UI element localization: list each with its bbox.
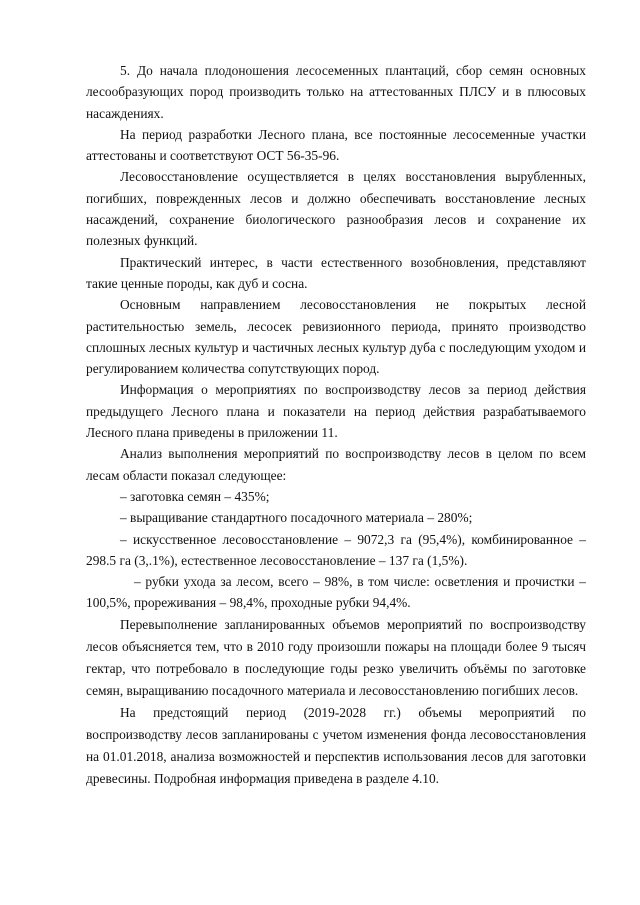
paragraph-seed-plots: На период разработки Лесного плана, все постоянные лесосеменные участки аттестованы и соответствуют ОСТ 56-35-96. — [86, 126, 586, 164]
list-item-planting-material: – выращивание стандартного посадочного материала – 280%; — [120, 510, 473, 526]
list-item-artificial-reforestation: – искусственное лесовосстановление – 9072,3 га (95,4%), комбинированное – 298.5 га (3,.1%), естественное лесовосстановление – 137 га (1,5%). — [86, 531, 586, 568]
paragraph-main-direction: Основным направлением лесовосстановления не покрытых лесной растительностью земель, лесосек ревизионного периода, принято производство сплошных лесных культур и частичных лесных культур дуба с последующим уходом и регулированием количества сопутствующих пород. — [86, 297, 586, 377]
list-item-seeds: – заготовка семян – 435%; — [120, 488, 270, 504]
list-item-thinning: – рубки ухода за лесом, всего – 98%, в том числе: осветления и прочистки – 100,5%, прореживания – 98,4%, проходные рубки 94,4%. — [86, 574, 586, 611]
paragraph-upcoming-period: На предстоящий период (2019-2028 гг.) объемы мероприятий по воспроизводству лесов запланированы с учетом изменения фонда лесовосстановления на 01.01.2018, анализа возможностей и перспектив использования лесов для заготовки древесины. Подробная информация приведена в разделе 4.10. — [86, 704, 586, 786]
paragraph-reforestation: Лесовосстановление осуществляется в целях восстановления вырубленных, погибших, поврежденных лесов и должно обеспечивать восстановление лесных насаждений, сохранение биологического разнообразия лесов и сохранение их полезных функций. — [86, 169, 586, 249]
paragraph-information: Информация о мероприятиях по воспроизводству лесов за период действия предыдущего Лесного плана и показатели на период действия разрабатываемого Лесного плана приведены в приложении 11. — [86, 382, 586, 441]
paragraph-natural-renewal: Практический интерес, в части естественного возобновления, представляют такие ценные породы, как дуб и сосна. — [86, 254, 586, 291]
paragraph-overfulfillment: Перевыполнение запланированных объемов мероприятий по воспроизводству лесов объясняется тем, что в 2010 году произошли пожары на площади более 9 тысяч гектар, что потребовало в последующие годы резко увеличить объёмы по заготовке семян, выращиванию посадочного материала и лесовосстановлению погибших лесов. — [86, 616, 586, 698]
paragraph-seed-collection: 5. До начала плодоношения лесосеменных плантаций, сбор семян основных лесообразующих пород производить только на аттестованных ПЛСУ и в плюсовых насаждениях. — [86, 63, 586, 121]
document-body — [86, 60, 586, 790]
paragraph-analysis: Анализ выполнения мероприятий по воспроизводству лесов в целом по всем лесам области показал следующее: — [86, 446, 586, 483]
